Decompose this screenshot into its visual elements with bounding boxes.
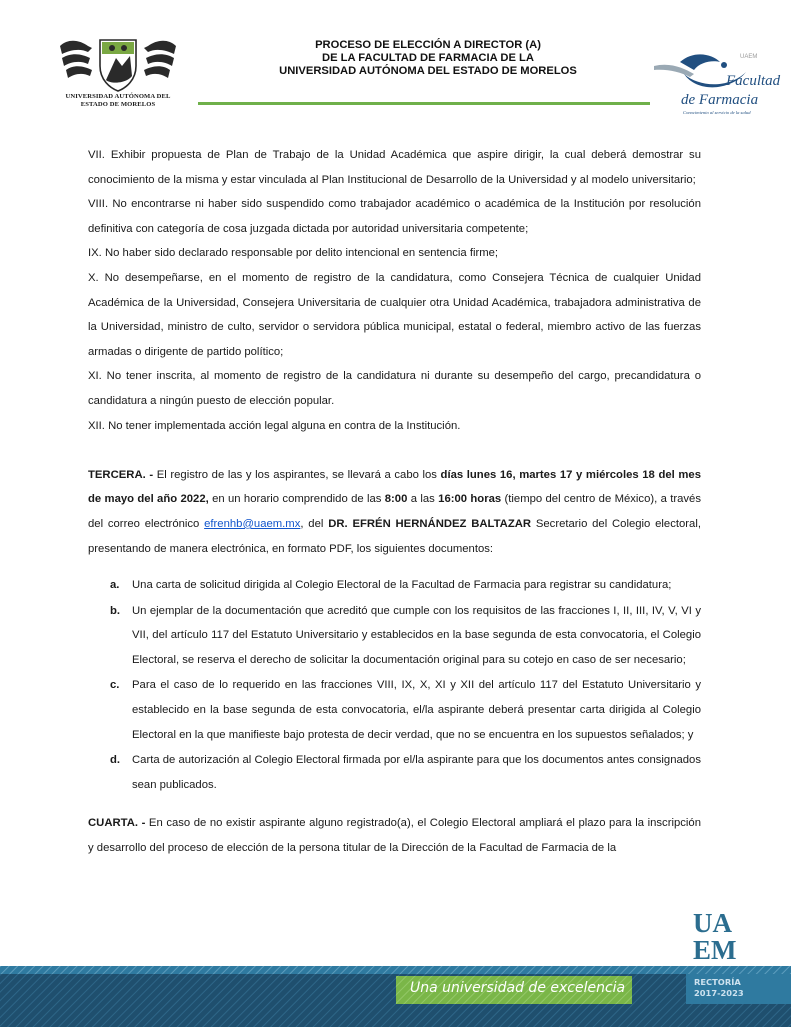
document-body bbox=[88, 143, 701, 861]
fraction-viii: VIII. No encontrarse ni haber sido suspendido como trabajador académico o académica de la Institución por resolución definitiva con categoría de cosa juzgada dictada por autoridad universitaria competente; bbox=[88, 198, 701, 235]
clause-tercera: TERCERA. - El registro de las y los aspirantes, se llevará a cabo los días lunes 16, martes 17 y miércoles 18 del mes de mayo del año 2022, en un horario comprendido de las 8:00 a las 16:00 horas (tiempo del centro de México), a través del correo electrónico efrenhb@uaem.mx, del DR. EFRÉN HERNÁNDEZ BALTAZAR Secretario del Colegio electoral, presentando de manera electrónica, en formato PDF, los siguientes documentos: bbox=[88, 468, 701, 555]
faculty-logo-uaem-text: UAEM bbox=[740, 54, 758, 60]
paragraph-gap bbox=[88, 798, 701, 811]
header-green-rule bbox=[198, 102, 650, 105]
faculty-name-line2: de Farmacia bbox=[681, 92, 759, 108]
footer-slogan: Una universidad de excelencia bbox=[410, 980, 626, 996]
fraction-vii: VII. Exhibir propuesta de Plan de Trabajo de la Unidad Académica que aspire dirigir, la cual deberá demostrar su conocimiento de la misma y estar vinculada al Plan Institucional de Desarrollo de la Universidad y al modelo universitario; bbox=[88, 149, 701, 186]
uaem-logo-bottom: EM bbox=[693, 935, 737, 965]
page-header bbox=[0, 0, 791, 120]
fraction-xi: XI. No tener inscrita, al momento de registro de la candidatura ni durante su desempeño del cargo, precandidatura o candidatura a ningún puesto de elección popular. bbox=[88, 370, 701, 407]
email-link[interactable]: efrenhb@uaem.mx bbox=[204, 517, 301, 530]
clause-cuarta: CUARTA. - En caso de no existir aspirante alguno registrado(a), el Colegio Electoral ampliará el plazo para la inscripción y desarrollo del proceso de elección de la persona titular de la Dirección de la Facultad de Farmacia de la bbox=[88, 817, 701, 855]
list-item: a. Una carta de solicitud dirigida al Colegio Electoral de la Facultad de Farmacia para registrar su candidatura; bbox=[110, 579, 672, 592]
list-item: b. Un ejemplar de la documentación que acreditó que cumple con los requisitos de las fracciones I, II, III, IV, V, VI y VII, del artículo 117 del Estatuto Universitario y establecidos en la base segunda de esta convocatoria, el Colegio Electoral, se reserva el derecho de solicitar la documentación original para su cotejo en caso de ser necesario; bbox=[110, 604, 701, 666]
fraction-xii: XII. No tener implementada acción legal alguna en contra de la Institución. bbox=[88, 419, 461, 432]
fraction-ix: IX. No haber sido declarado responsable por delito intencional en sentencia firme; bbox=[88, 247, 499, 260]
document-title: PROCESO DE ELECCIÓN A DIRECTOR (A) DE LA FACULTAD DE FARMACIA DE LA UNIVERSIDAD AUTÓNOMA DEL ESTADO DE MORELOS bbox=[279, 39, 577, 77]
clause-tercera-label: TERCERA. - bbox=[88, 468, 154, 481]
fraction-x: X. No desempeñarse, en el momento de registro de la candidatura, como Consejera Técnica de cualquier Unidad Académica de la Universidad, Consejera Universitaria de cualquier otra Unidad Académica, trabajadora administrativa de la Universidad, ministro de culto, servidor o servidora pública municipal, estatal o federal, miembro activo de las fuerzas armadas o dirigente de partido político; bbox=[88, 271, 701, 358]
faculty-tagline: Conocimiento al servicio de la salud bbox=[683, 110, 751, 115]
list-item: c. Para el caso de lo requerido en las fracciones VIII, IX, X, XI y XII del artículo 117 del Estatuto Universitario y establecido en la base segunda de esta convocatoria, el/la aspirante deberá presentar carta dirigida al Colegio Electoral en la que manifieste bajo protesta de decir verdad, que no se encuentra en los supuestos señalados; y bbox=[110, 679, 701, 741]
rectoria-label: RECTORÍA bbox=[694, 977, 741, 987]
documents-list bbox=[88, 573, 701, 797]
university-seal-logo bbox=[58, 36, 178, 92]
list-item: d. Carta de autorización al Colegio Electoral firmada por el/la aspirante para que los documentos antes consignados sean publicados. bbox=[110, 754, 701, 791]
rectoria-period: 2017-2023 bbox=[694, 988, 744, 998]
footer-band bbox=[0, 966, 791, 1027]
university-name: UNIVERSIDAD AUTÓNOMA DEL ESTADO DE MORELOS bbox=[65, 93, 171, 108]
secretary-name: DR. EFRÉN HERNÁNDEZ BALTAZAR bbox=[328, 517, 532, 530]
faculty-name-line1: Facultad bbox=[726, 73, 781, 89]
clause-cuarta-label: CUARTA. - bbox=[88, 817, 146, 830]
paragraph-gap bbox=[88, 438, 701, 463]
uaem-logo-top: UA bbox=[693, 908, 732, 938]
list-gap bbox=[88, 561, 701, 573]
